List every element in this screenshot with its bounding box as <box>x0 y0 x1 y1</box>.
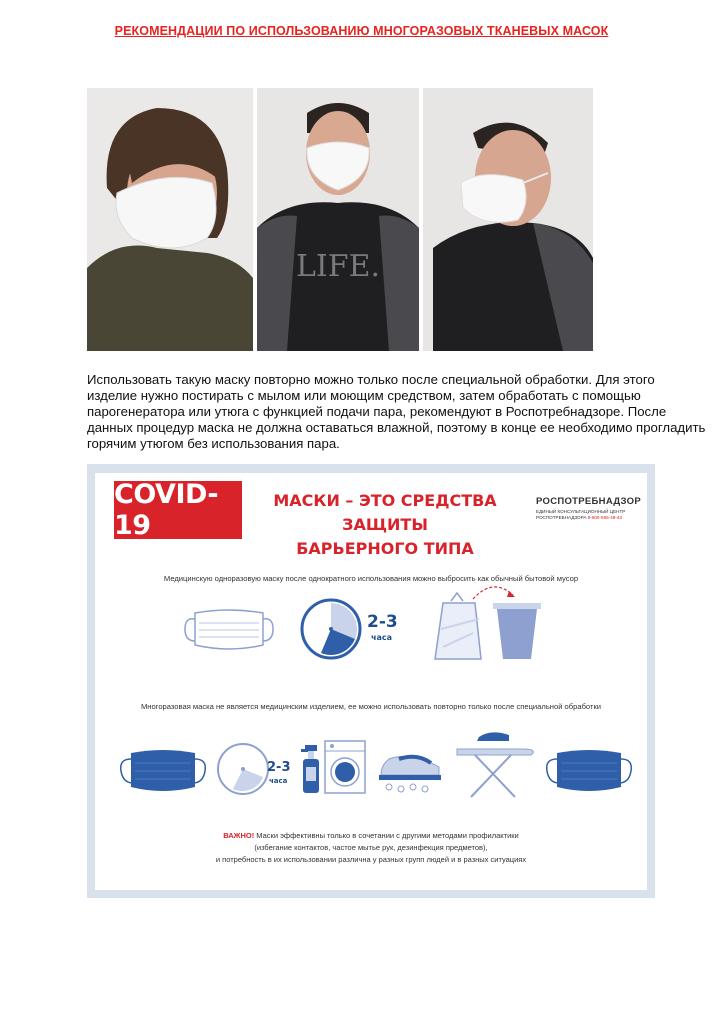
agency-name: РОСПОТРЕБНАДЗОР <box>536 496 641 507</box>
disposable-mask-icon <box>181 603 277 662</box>
covid-poster <box>87 464 655 898</box>
ironing-board-icon <box>451 725 537 806</box>
important-label: ВАЖНО! <box>223 831 255 840</box>
important-note <box>95 830 647 866</box>
duration-label-1 <box>367 609 399 654</box>
washing-machine-icon <box>323 739 367 800</box>
photo-man-side-mask <box>423 88 593 351</box>
agency-subtitle <box>536 509 646 521</box>
covid-badge: COVID-19 <box>114 481 242 539</box>
headline-line-1: МАСКИ – ЭТО СРЕДСТВА ЗАЩИТЫ <box>273 491 497 534</box>
clock-icon <box>299 597 363 666</box>
poster-headline <box>255 489 515 561</box>
svg-text:часа: часа <box>371 633 393 642</box>
spray-bottle-icon <box>299 743 323 800</box>
headline-line-2: БАРЬЕРНОГО ТИПА <box>296 539 474 558</box>
trash-bin-icon <box>491 599 543 666</box>
poster-inner <box>95 473 647 890</box>
note-line-3: и потребность в их использовании различна у разных групп людей и в разных ситуациях <box>215 855 527 864</box>
recommendation-paragraph: Использовать такую маску повторно можно только после специальной обработки. Для этого изделие нужно постирать с мылом или моющим средством, затем обработать с помощью парогенератора или утюга с функцией подачи пара, рекомендуют в Роспотребнадзоре. После данных процедур маска не должна оставаться влажной, поэтому в конце ее необходимо прогладить горячим утюгом без использования пара. <box>87 372 706 451</box>
svg-text:часа: часа <box>269 777 288 785</box>
svg-text:2-3: 2-3 <box>367 612 398 632</box>
duration-label-2 <box>267 757 297 798</box>
caption-disposable: Медицинскую одноразовую маску после однократного использования можно выбросить как обычный бытовой мусор <box>163 574 579 583</box>
note-line-2: (избегание контактов, частое мытье рук, дезинфекция предметов), <box>254 843 488 852</box>
clean-mask-icon <box>543 745 635 802</box>
agency-sub-2: РОСПОТРЕБНАДЗОРА <box>536 515 587 520</box>
svg-text:2-3: 2-3 <box>267 760 291 775</box>
agency-block <box>536 496 646 521</box>
steam-iron-icon <box>371 749 447 800</box>
agency-phone: 8-800-555-49-43 <box>587 515 622 520</box>
note-line-1: Маски эффективны только в сочетании с другими методами профилактики <box>254 831 519 840</box>
clock-icon-2 <box>215 741 271 802</box>
reusable-mask-icon <box>117 745 209 802</box>
agency-sub-1: ЕДИНЫЙ КОНСУЛЬТАЦИОННЫЙ ЦЕНТР <box>536 509 626 514</box>
photo-woman-mask <box>87 88 253 351</box>
page-title: РЕКОМЕНДАЦИИ ПО ИСПОЛЬЗОВАНИЮ МНОГОРАЗОВЫХ ТКАНЕВЫХ МАСОК <box>114 24 609 38</box>
shirt-print: LIFE. <box>295 249 381 284</box>
photo-man-front-mask <box>257 88 419 351</box>
caption-reusable: Многоразовая маска не является медицинским изделием, ее можно использовать повторно только после специальной обработки <box>140 702 602 711</box>
